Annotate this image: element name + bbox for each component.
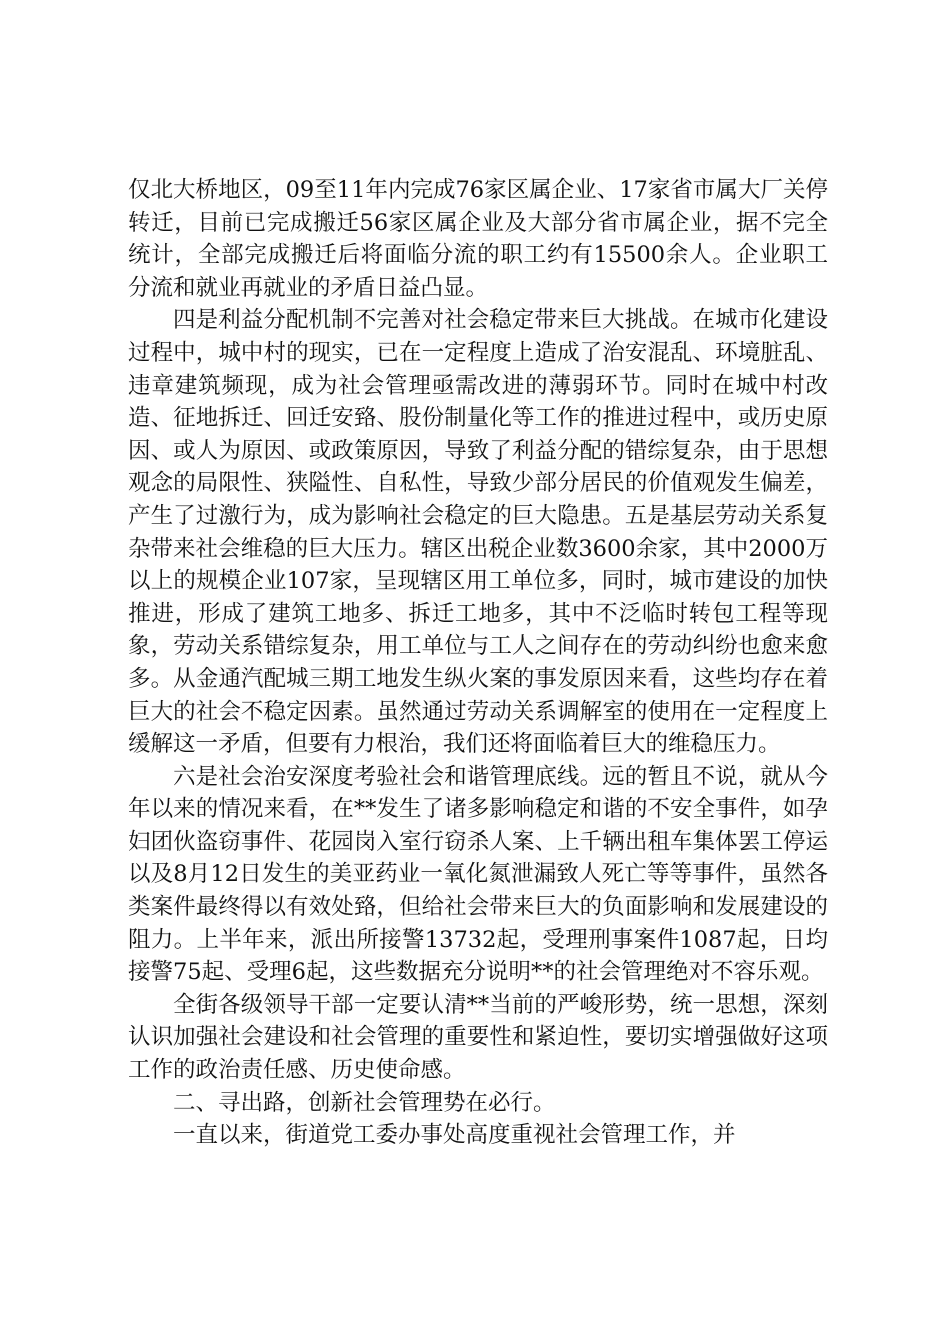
paragraph-continuation: 仅北大桥地区，09至11年内完成76家区属企业、17家省市属大厂关停转迁，目前已完成搬迁56家区属企业及大部分省市属企业，据不完全统计，全部完成搬迁后将面临分流的职工约有15500余人。企业职工分流和就业再就业的矛盾日益凸显。 (128, 177, 828, 301)
section-heading-innovation: 二、寻出路，创新社会管理势在必行。 (173, 1089, 556, 1116)
paragraph-leadership-awareness: 全街各级领导干部一定要认清**当前的严峻形势，统一思想，深刻认识加强社会建设和社会管理的重要性和紧迫性，要切实增强做好这项工作的政治责任感、历史使命感。 (128, 991, 828, 1084)
document-body (128, 174, 828, 1152)
paragraph-ongoing-work: 一直以来，街道党工委办事处高度重视社会管理工作，并 (173, 1122, 736, 1149)
paragraph-public-security: 六是社会治安深度考验社会和谐管理底线。远的暂且不说，就从今年以来的情况来看，在**发生了诸多影响稳定和谐的不安全事件，如孕妇团伙盗窃事件、花园岗入室行窃杀人案、上千辆出租车集体罢工停运以及8月12日发生的美亚药业一氧化氮泄漏致人死亡等等事件，虽然各类案件最终得以有效处臵，但给社会带来巨大的负面影响和发展建设的阻力。上半年来，派出所接警13732起，受理刑事案件1087起，日均接警75起、受理6起，这些数据充分说明**的社会管理绝对不容乐观。 (128, 763, 828, 986)
paragraph-interest-distribution: 四是利益分配机制不完善对社会稳定带来巨大挑战。在城市化建设过程中，城中村的现实，已在一定程度上造成了治安混乱、环境脏乱、违章建筑频现，成为社会管理亟需改进的薄弱环节。同时在城中村改造、征地拆迁、回迁安臵、股份制量化等工作的推进过程中，或历史原因、或人为原因、或政策原因，导致了利益分配的错综复杂，由于思想观念的局限性、狭隘性、自私性，导致少部分居民的价值观发生偏差，产生了过激行为，成为影响社会稳定的巨大隐患。五是基层劳动关系复杂带来社会维稳的巨大压力。辖区出税企业数3600余家，其中2000万以上的规模企业107家，呈现辖区用工单位多，同时，城市建设的加快推进，形成了建筑工地多、拆迁工地多，其中不泛临时转包工程等现象，劳动关系错综复杂，用工单位与工人之间存在的劳动纠纷也愈来愈多。从金通汽配城三期工地发生纵火案的事发原因来看，这些均存在着巨大的社会不稳定因素。虽然通过劳动关系调解室的使用在一定程度上缓解这一矛盾，但要有力根治，我们还将面临着巨大的维稳压力。 (128, 307, 828, 758)
